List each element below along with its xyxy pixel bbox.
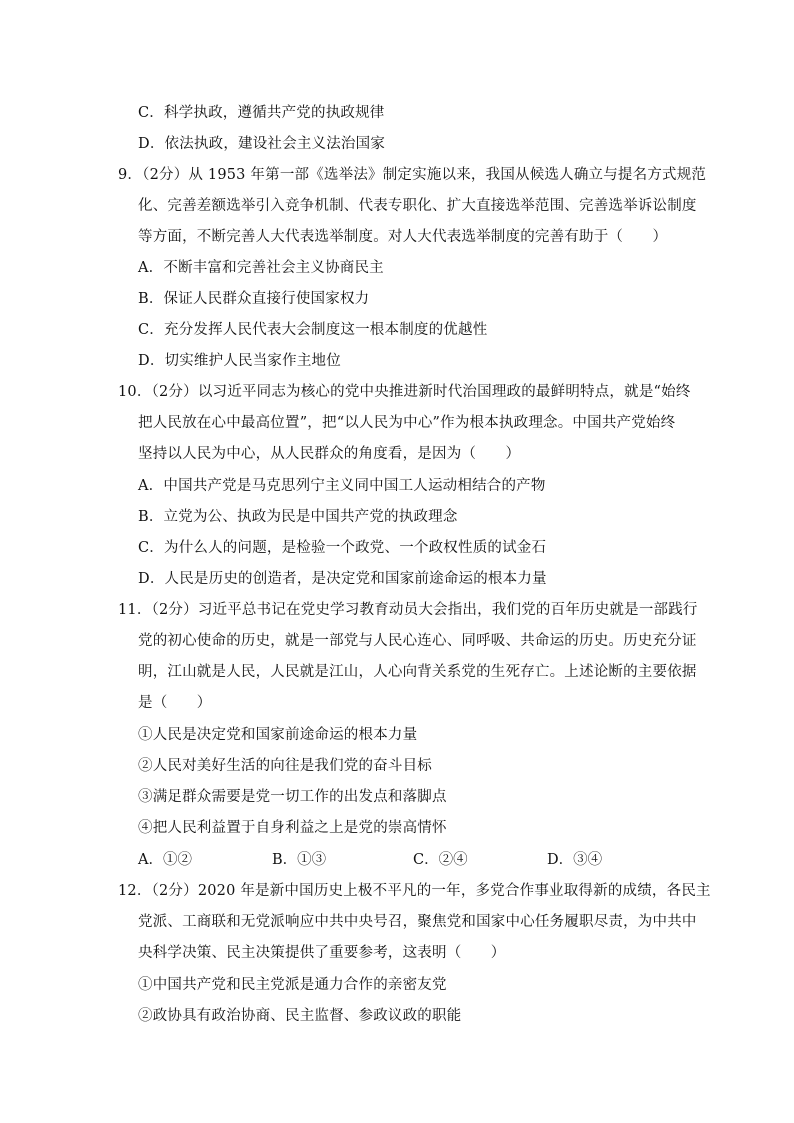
q9-option-b: B．保证人民群众直接行使国家权力 [138,291,370,307]
q11-choice-b: B．①③ [272,852,327,868]
q10-stem-line-3: 坚持以人民为中心，从人民群众的角度看，是因为（ ） [138,446,521,462]
q11-stem-line-4: 是（ ） [138,695,212,711]
q9-stem-line-1: 9．（2分）从 1953 年第一部《选举法》制定实施以来，我国从候选人确立与提名方式规范 [118,167,707,183]
q12-stem-line-1: 12．（2分）2020 年是新中国历史上极不平凡的一年，多党合作事业取得新的成绩，各民主 [118,883,711,899]
q11-choice-d: D．③④ [547,852,603,868]
q12-statement-1: ①中国共产党和民主党派是通力合作的亲密友党 [138,977,447,993]
q12-statement-2: ②政协具有政治协商、民主监督、参政议政的职能 [138,1008,462,1024]
q9-stem-line-2: 化、完善差额选举引入竞争机制、代表专职化、扩大直接选举范围、完善选举诉讼制度 [138,198,697,214]
q9-option-a: A．不断丰富和完善社会主义协商民主 [138,260,384,276]
q11-choice-c: C．②④ [413,852,468,868]
q12-stem-line-2: 党派、工商联和无党派响应中共中央号召，聚焦党和国家中心任务履职尽责，为中共中 [138,914,697,930]
q8-option-c: C．科学执政，遵循共产党的执政规律 [138,105,385,121]
q11-statement-4: ④把人民利益置于自身利益之上是党的崇高情怀 [138,820,447,836]
q11-statement-1: ①人民是决定党和国家前途命运的根本力量 [138,727,418,743]
q9-option-c: C．充分发挥人民代表大会制度这一根本制度的优越性 [138,322,488,338]
q11-stem-line-1: 11．（2分）习近平总书记在党史学习教育动员大会指出，我们党的百年历史就是一部践行 [118,602,698,618]
q12-stem-line-3: 央科学决策、民主决策提供了重要参考，这表明（ ） [138,945,506,961]
q10-option-b: B．立党为公、执政为民是中国共产党的执政理念 [138,509,458,525]
q10-stem-line-2: 把人民放在心中最高位置”，把“以人民为中心”作为根本执政理念。中国共产党始终 [138,415,676,431]
q11-statement-2: ②人民对美好生活的向往是我们党的奋斗目标 [138,758,432,774]
q9-option-d: D．切实维护人民当家作主地位 [138,353,341,369]
q11-stem-line-2: 党的初心使命的历史，就是一部党与人民心连心、同呼吸、共命运的历史。历史充分证 [138,633,697,649]
q8-option-d: D．依法执政，建设社会主义法治国家 [138,136,386,152]
q9-stem-line-3: 等方面，不断完善人大代表选举制度。对人大代表选举制度的完善有助于（ ） [138,229,668,245]
q11-statement-3: ③满足群众需要是党一切工作的出发点和落脚点 [138,789,447,805]
q10-option-c: C．为什么人的问题，是检验一个政党、一个政权性质的试金石 [138,540,547,556]
q10-option-d: D．人民是历史的创造者，是决定党和国家前途命运的根本力量 [138,571,547,587]
q11-choice-a: A．①② [138,852,192,868]
q11-stem-line-3: 明，江山就是人民，人民就是江山，人心向背关系党的生死存亡。上述论断的主要依据 [138,664,697,680]
q10-option-a: A．中国共产党是马克思列宁主义同中国工人运动相结合的产物 [138,478,546,494]
q10-stem-line-1: 10．（2分）以习近平同志为核心的党中央推进新时代治国理政的最鲜明特点，就是“始终 [118,384,691,400]
